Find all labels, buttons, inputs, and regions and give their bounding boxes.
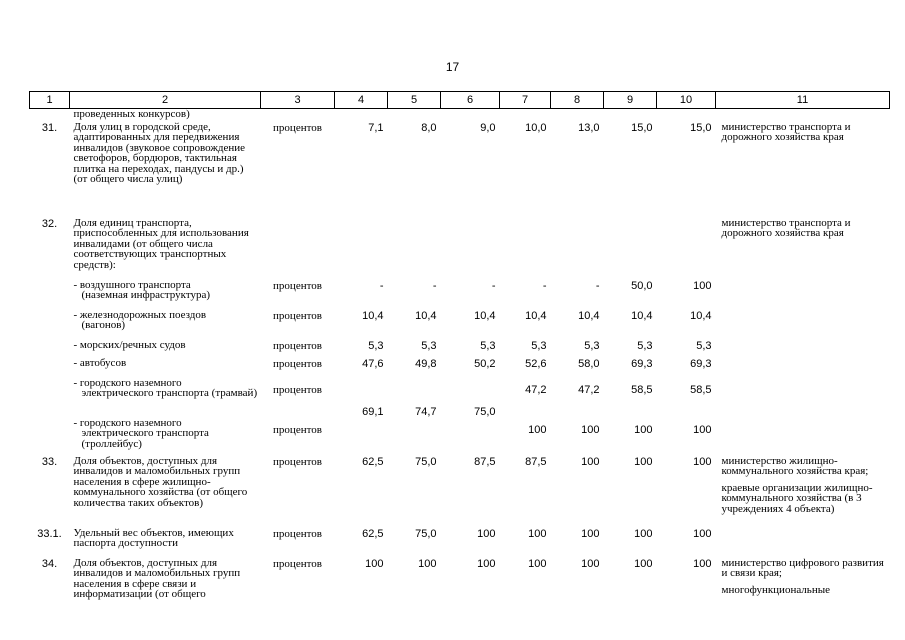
value-cell: 75,0 bbox=[415, 455, 437, 468]
value-cell: 5,3 bbox=[696, 339, 712, 352]
value-cell bbox=[335, 418, 388, 456]
value-cell: 100 bbox=[693, 279, 712, 292]
unit: процентов bbox=[273, 527, 322, 540]
value-cell: 100 bbox=[693, 455, 712, 468]
column-header: 11 bbox=[716, 92, 890, 109]
value-cell: 47,2 bbox=[525, 383, 547, 396]
value-cell: - bbox=[379, 279, 384, 292]
value-cell: 47,2 bbox=[578, 383, 600, 396]
indicator-description: Доля объектов, доступных для инвалидов и маломобильных групп населения в сфере связи и информатизации (от общего bbox=[73, 556, 241, 600]
unit: процентов bbox=[273, 121, 322, 134]
value-cell: 5,3 bbox=[421, 339, 437, 352]
value-cell: 74,7 bbox=[415, 405, 437, 418]
table-row bbox=[30, 558, 890, 608]
value-cell: 62,5 bbox=[362, 455, 384, 468]
responsible-party: многофункциональные bbox=[721, 583, 830, 596]
row-number: 34. bbox=[41, 557, 58, 570]
table-row bbox=[30, 218, 890, 280]
value-cell: 100 bbox=[634, 455, 653, 468]
value-cell: 10,0 bbox=[525, 121, 547, 134]
value-cell: 15,0 bbox=[631, 121, 653, 134]
column-header: 9 bbox=[604, 92, 657, 109]
table-row bbox=[30, 310, 890, 340]
value-cell: 100 bbox=[634, 423, 653, 436]
unit: процентов bbox=[273, 383, 322, 396]
value-cell: - bbox=[595, 279, 600, 292]
value-cell: 69,1 bbox=[362, 405, 384, 418]
value-cell: 100 bbox=[581, 527, 600, 540]
value-cell: 75,0 bbox=[474, 405, 496, 418]
value-cell: 10,4 bbox=[631, 309, 653, 322]
value-cell: 50,0 bbox=[631, 279, 653, 292]
value-cell: 5,3 bbox=[637, 339, 653, 352]
row-number: 33. bbox=[41, 455, 58, 468]
table-row bbox=[30, 358, 890, 378]
value-cell: 100 bbox=[418, 557, 437, 570]
value-cell: 100 bbox=[581, 423, 600, 436]
value-cell: 10,4 bbox=[362, 309, 384, 322]
column-header: 3 bbox=[261, 92, 335, 109]
column-header: 1 bbox=[30, 92, 70, 109]
value-cell: 5,3 bbox=[368, 339, 384, 352]
value-cell: 100 bbox=[634, 527, 653, 540]
sub-indicator-label: - городского наземного bbox=[73, 416, 182, 429]
value-cell: 49,8 bbox=[415, 357, 437, 370]
responsible-party: краевые организации жилищно-коммунального хозяйства (в 3 учреждениях 4 объекта) bbox=[721, 481, 873, 515]
value-cell: 100 bbox=[634, 557, 653, 570]
value-cell: 5,3 bbox=[480, 339, 496, 352]
value-cell: 52,6 bbox=[525, 357, 547, 370]
column-header: 2 bbox=[70, 92, 261, 109]
sub-indicator-label: - городского наземного bbox=[73, 376, 182, 389]
value-cell: 58,0 bbox=[578, 357, 600, 370]
page-number: 17 bbox=[445, 60, 460, 74]
sub-indicator-note: (вагонов) bbox=[81, 319, 126, 331]
value-cell: 10,4 bbox=[690, 309, 712, 322]
indicators-table bbox=[29, 91, 890, 608]
value-cell: 100 bbox=[528, 527, 547, 540]
value-cell: 100 bbox=[365, 557, 384, 570]
row-number: 33.1. bbox=[37, 527, 62, 540]
value-cell: 100 bbox=[477, 557, 496, 570]
value-cell: 100 bbox=[528, 557, 547, 570]
table-row bbox=[30, 280, 890, 310]
column-header: 8 bbox=[551, 92, 604, 109]
column-header: 4 bbox=[335, 92, 388, 109]
responsible-party: министерство жилищно-коммунального хозяйства края; bbox=[721, 454, 869, 477]
indicator-description: Доля единиц транспорта, приспособленных для использования инвалидами (от общего числа соответствующих транспортных средств): bbox=[73, 216, 249, 271]
value-cell: 10,4 bbox=[525, 309, 547, 322]
value-cell: 62,5 bbox=[362, 527, 384, 540]
value-cell: 10,4 bbox=[578, 309, 600, 322]
sub-indicator-note: электрического транспорта (трамвай) bbox=[81, 387, 258, 399]
sub-indicator-label: - железнодорожных поездов bbox=[73, 308, 207, 321]
sub-indicator-note: (наземная инфраструктура) bbox=[81, 289, 211, 301]
value-cell: 87,5 bbox=[474, 455, 496, 468]
column-header: 7 bbox=[500, 92, 551, 109]
value-cell: - bbox=[491, 279, 496, 292]
indicator-description: Доля улиц в городской среде, адаптированных для передвижения инвалидов (звуковое сопровождение светофоров, бордюров, тактильная плитка на переходах, пандусы и др.) (от общего числа улиц) bbox=[73, 120, 246, 185]
value-cell: 13,0 bbox=[578, 121, 600, 134]
value-cell: 15,0 bbox=[690, 121, 712, 134]
value-cell: 47,6 bbox=[362, 357, 384, 370]
value-cell: - bbox=[542, 279, 547, 292]
sub-indicator-label: - автобусов bbox=[73, 356, 127, 369]
unit: процентов bbox=[273, 339, 322, 352]
table-row bbox=[30, 456, 890, 528]
value-cell: 100 bbox=[477, 527, 496, 540]
value-cell: 100 bbox=[693, 527, 712, 540]
unit: процентов bbox=[273, 455, 322, 468]
value-cell: 58,5 bbox=[690, 383, 712, 396]
sub-indicator-label: - морских/речных судов bbox=[73, 338, 186, 351]
table-row bbox=[30, 109, 890, 122]
unit: процентов bbox=[273, 279, 322, 292]
value-cell bbox=[441, 418, 500, 456]
value-cell: 100 bbox=[581, 455, 600, 468]
unit: процентов bbox=[273, 557, 322, 570]
indicator-description: Доля объектов, доступных для инвалидов и маломобильных групп населения в сфере жилищно-коммунального хозяйства (от общего количества таких объектов) bbox=[73, 454, 248, 509]
value-cell: 100 bbox=[693, 557, 712, 570]
value-cell: 50,2 bbox=[474, 357, 496, 370]
value-cell: 100 bbox=[581, 557, 600, 570]
value-cell: 10,4 bbox=[474, 309, 496, 322]
value-cell: 5,3 bbox=[531, 339, 547, 352]
sub-indicator-note: электрического транспорта (троллейбус) bbox=[81, 427, 209, 450]
carryover-text: проведенных конкурсов) bbox=[73, 108, 190, 120]
unit: процентов bbox=[273, 309, 322, 322]
unit: процентов bbox=[273, 423, 322, 436]
value-cell: 8,0 bbox=[421, 121, 437, 134]
value-cell: 69,3 bbox=[631, 357, 653, 370]
row-number: 31. bbox=[41, 121, 58, 134]
value-cell: 75,0 bbox=[415, 527, 437, 540]
value-cell: 100 bbox=[693, 423, 712, 436]
indicator-description: Удельный вес объектов, имеющих паспорта доступности bbox=[73, 526, 234, 549]
value-cell: 5,3 bbox=[584, 339, 600, 352]
column-header: 10 bbox=[657, 92, 716, 109]
table-row bbox=[30, 418, 890, 456]
value-cell bbox=[388, 418, 441, 456]
table-header-row bbox=[30, 92, 890, 109]
table-row bbox=[30, 122, 890, 218]
sub-indicator-label: - воздушного транспорта bbox=[73, 278, 191, 291]
value-cell: 10,4 bbox=[415, 309, 437, 322]
column-header: 6 bbox=[441, 92, 500, 109]
value-cell: 100 bbox=[528, 423, 547, 436]
table-row bbox=[30, 340, 890, 358]
table-row bbox=[30, 378, 890, 418]
responsible-party: министерство транспорта и дорожного хозяйства края bbox=[721, 216, 851, 239]
value-cell: - bbox=[432, 279, 437, 292]
column-header: 5 bbox=[388, 92, 441, 109]
value-cell: 7,1 bbox=[368, 121, 384, 134]
responsible-party: министерство цифрового развития и связи края; bbox=[721, 556, 884, 579]
value-cell: 69,3 bbox=[690, 357, 712, 370]
row-number: 32. bbox=[41, 217, 58, 230]
value-cell: 58,5 bbox=[631, 383, 653, 396]
responsible-party: министерство транспорта и дорожного хозяйства края bbox=[721, 120, 851, 143]
unit: процентов bbox=[273, 357, 322, 370]
value-cell: 87,5 bbox=[525, 455, 547, 468]
value-cell: 9,0 bbox=[480, 121, 496, 134]
